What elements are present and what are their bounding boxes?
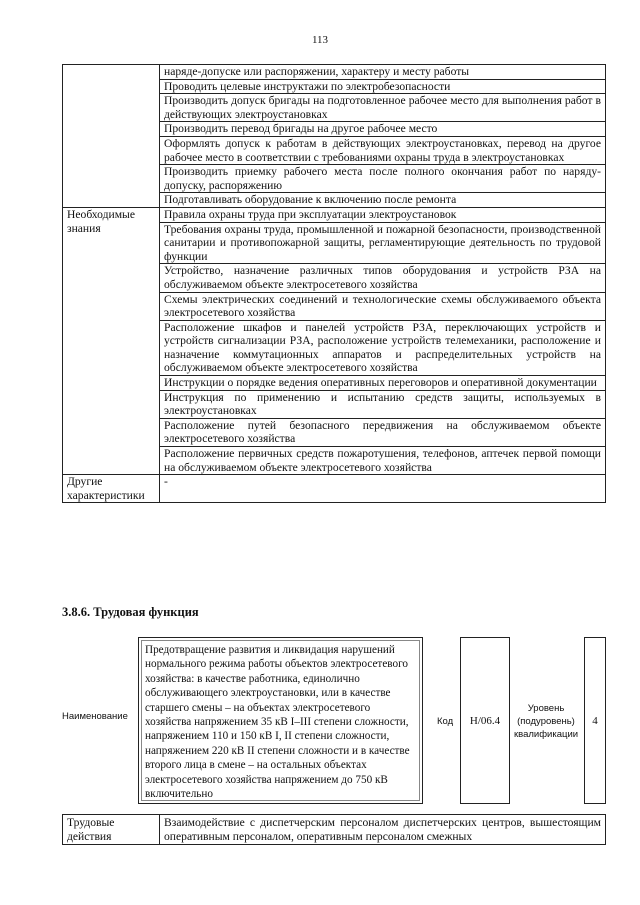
- name-label: Наименование: [62, 711, 128, 722]
- qualification-level-value: 4: [584, 637, 606, 804]
- page-number: 113: [311, 34, 329, 46]
- section-title: 3.8.6. Трудовая функция: [62, 605, 199, 619]
- qualification-level-label: Уровень (подуровень) квалификации: [514, 703, 579, 740]
- row-text: Подготавливать оборудование к включению после ремонта: [160, 193, 606, 208]
- row-text: Расположение первичных средств пожаротушения, телефонов, аптечек первой помощи на обслуживаемом объекте электросетевого хозяйства: [160, 447, 606, 475]
- table-row: [63, 475, 606, 503]
- table-row: [63, 65, 606, 80]
- row-text: Устройство, назначение различных типов оборудования и устройств РЗА на обслуживаемом объекте электросетевого хозяйства: [160, 264, 606, 292]
- row-text: Производить приемку рабочего места после полного окончания работ по наряду-допуску, распоряжению: [160, 165, 606, 193]
- labor-actions-table: [62, 814, 606, 845]
- top-requirements-table: [62, 64, 606, 503]
- row-text: Расположение путей безопасного передвижения на обслуживаемом объекте электросетевого хозяйства: [160, 418, 606, 446]
- row-label: [63, 65, 160, 208]
- row-text: Производить допуск бригады на подготовленное рабочее место для выполнения работ в действующих электроустановках: [160, 94, 606, 122]
- row-text: Инструкция по применению и испытанию средств защиты, используемых в электроустановках: [160, 390, 606, 418]
- row-label: Трудовые действия: [63, 815, 160, 845]
- row-text: Инструкции о порядке ведения оперативных переговоров и оперативной документации: [160, 376, 606, 391]
- table-row: [63, 815, 606, 845]
- code-value-box: Н/06.4: [460, 637, 510, 804]
- row-text: Правила охраны труда при эксплуатации электроустановок: [160, 207, 606, 222]
- row-text: Расположение шкафов и панелей устройств РЗА, переключающих устройств и устройств сигнализации РЗА, расположение устройств телемеханики, расположение и назначение коммутационных аппаратов и распределительных устройств на обслуживаемом объекте электросетевого хозяйства: [160, 320, 606, 375]
- row-text: Оформлять допуск к работам в действующих электроустановках, перевод на другое рабочее место в соответствии с требованиями охраны труда в электроустановках: [160, 136, 606, 164]
- table-row: [63, 207, 606, 222]
- row-text: Производить перевод бригады на другое рабочее место: [160, 122, 606, 137]
- row-text: Схемы электрических соединений и технологические схемы обслуживаемого объекта электросетевого хозяйства: [160, 292, 606, 320]
- row-label: Другие характеристики: [63, 475, 160, 503]
- row-text: Взаимодействие с диспетчерским персоналом диспетчерских центров, вышестоящим оперативным персоналом, оперативным персоналом смежных: [160, 815, 606, 845]
- row-text: Проводить целевые инструктажи по электробезопасности: [160, 79, 606, 94]
- row-text: -: [160, 475, 606, 503]
- row-text: Требования охраны труда, промышленной и пожарной безопасности, производственной санитарии и противопожарной защиты, регламентирующие деятельность по трудовой функции: [160, 222, 606, 264]
- code-label: Код: [437, 716, 454, 727]
- row-text: наряде-допуске или распоряжении, характеру и месту работы: [160, 65, 606, 80]
- row-label: Необходимые знания: [63, 207, 160, 474]
- function-name-box: Предотвращение развития и ликвидация нарушений нормального режима работы объектов электросетевого хозяйства: в качестве работника, единолично обслуживающего электроустановки, или в качестве старшего смены – на объектах электросетевого хозяйства напряжением 35 кВ I–III степени сложности, напряжением 110 и 150 кВ I, II степени сложности, напряжением 220 кВ II степени сложности и в качестве второго лица в смене – на остальных объектах электросетевого хозяйства напряжением до 750 кВ включительно: [138, 637, 423, 804]
